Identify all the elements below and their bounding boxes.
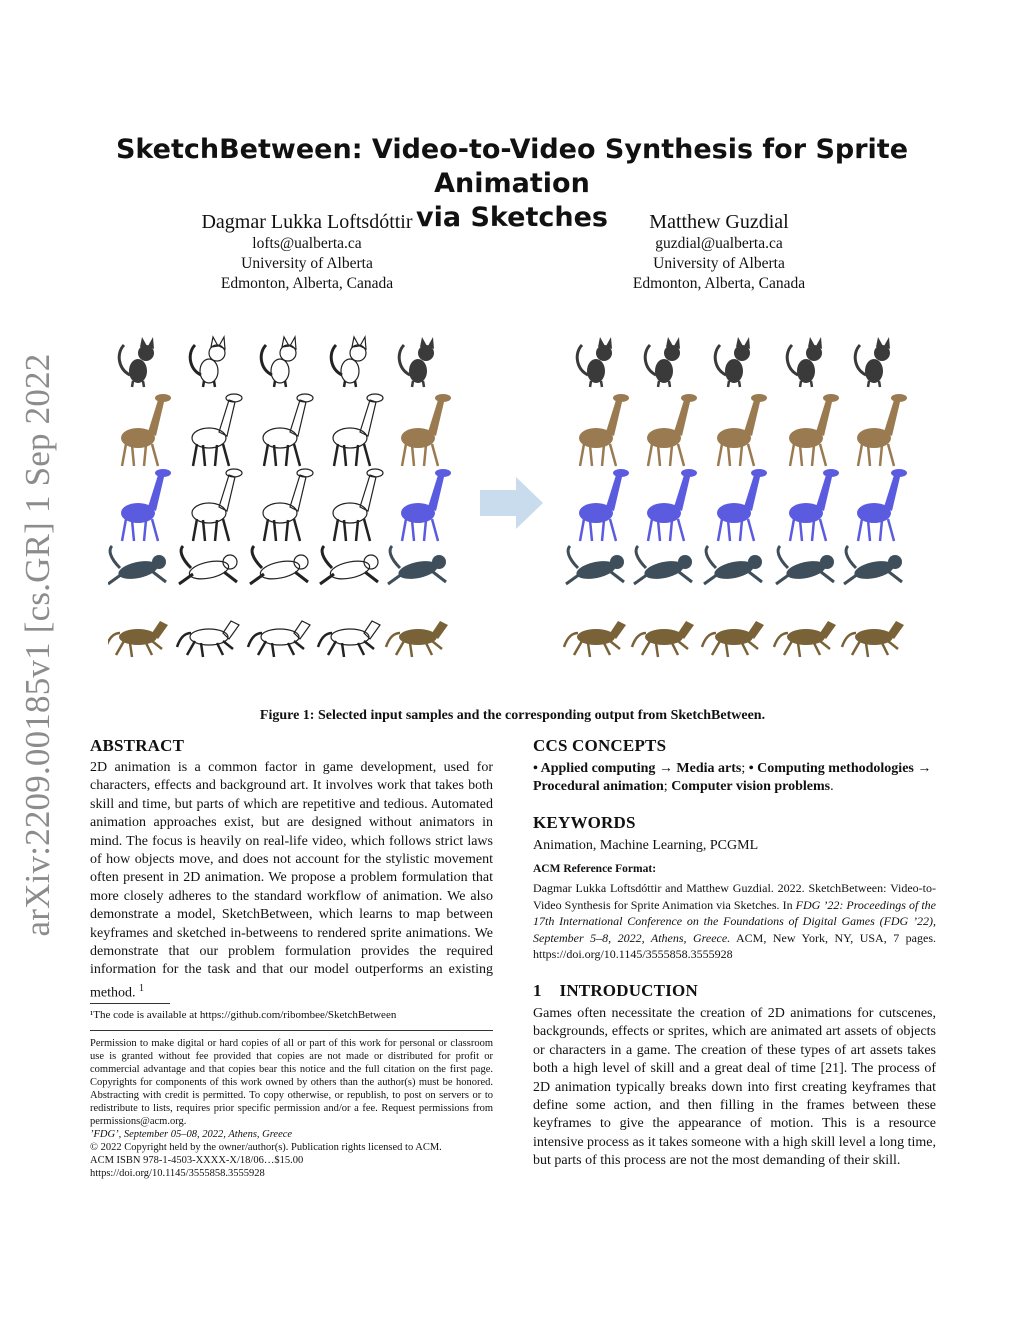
permissions-divider <box>90 1030 493 1031</box>
ccs-concept-vision: Computer vision problems <box>671 779 831 794</box>
leaping-cat-output-frame <box>776 546 834 584</box>
giraffe-keyframe <box>401 394 451 466</box>
author-email: guzdial@ualberta.ca <box>655 235 783 252</box>
leaping-cat-sketch-frame <box>320 546 378 584</box>
cat-sketch-frame <box>190 337 225 387</box>
author-name: Matthew Guzdial <box>649 211 789 233</box>
reference-venue: FDG ’22: Proceedings of the 17th International Conference on the Foundations of Digital Games (FDG ’22), September 5–8, 2022, Athens, Greece. <box>533 897 936 945</box>
isbn-line: ACM ISBN 978-1-4503-XXXX-X/18/06…$15.00 <box>90 1155 304 1166</box>
cat-output-frame <box>577 337 612 387</box>
author-block-1 <box>147 210 467 294</box>
horse-keyframe <box>108 621 168 657</box>
leaping-cat-output-frame <box>844 546 902 584</box>
figure-caption: Figure 1: Selected input samples and the corresponding output from SketchBetween. <box>259 708 766 723</box>
reference-publisher: ACM, New York, NY, USA, 7 pages. https://doi.org/10.1145/3555858.3555928 <box>533 930 936 962</box>
abstract-text: 2D animation is a common factor in game development, used for characters, effects and background art. It involves work that takes both skill and time, but parts of which are repetitive and tedious. Automated animation approaches exist, but are designed without animators in mind. The focus is heavily on real-life video, which follows strict laws of how objects move, and does not account for the stylistic movement often present in 2D animation. We propose a problem formulation that more closely adheres to the standard workflow of animation. We also demonstrate a model, SketchBetween, which learns to map between keyframes and sketched in-betweens to rendered sprite animations. We demonstrate that our problem formulation provides the required information for the task and that our model outperforms an existing method. <box>90 760 493 1001</box>
leaping-cat-output-frame <box>634 546 692 584</box>
abstract-body <box>90 759 493 1003</box>
reference-authors: Dagmar Lukka Loftsdóttir and Matthew Guzdial. 2022. SketchBetween: Video-to-Video Synthesis for Sprite Animation via Sketches. In <box>533 881 936 912</box>
leaping-cat-keyframe <box>388 546 446 584</box>
keywords-text: Animation, Machine Learning, PCGML <box>533 838 759 853</box>
ccs-concept-procedural: Procedural animation <box>533 779 664 794</box>
horse-output-frame <box>774 621 836 657</box>
permissions-text: Permission to make digital or hard copies of all or part of this work for personal or classroom use is granted without fee provided that copies are not made or distributed for profit or commercial advantage and that copies bear this notice and the full citation on the first page. Copyrights for components of this work owned by others than the author(s) must be honored. Abstracting with credit is permitted. To copy otherwise, or republish, to post on servers or to redistribute to lists, requires prior specific permission and/or a fee. Request permissions from permissions@acm.org. <box>90 1038 493 1127</box>
ccs-arrow: → <box>655 761 677 776</box>
leaping-cat-output-frame <box>704 546 762 584</box>
blue-giraffe-output-frame <box>717 469 767 541</box>
figure-1 <box>108 325 938 680</box>
footnote-divider <box>90 1003 170 1004</box>
author-location: Edmonton, Alberta, Canada <box>632 275 806 292</box>
horse-output-frame <box>632 621 694 657</box>
reference-format-body <box>533 880 936 963</box>
ccs-arrow: → <box>913 761 932 776</box>
cat-sketch-frame <box>331 337 366 387</box>
giraffe-sketch-frame <box>192 394 242 466</box>
ccs-heading: CCS CONCEPTS <box>533 736 667 755</box>
horse-sketch-frame <box>248 621 310 657</box>
ccs-category-2: • Computing methodologies <box>748 761 914 776</box>
ccs-category-1: • Applied computing <box>533 761 656 776</box>
ccs-separator: ; <box>741 761 749 776</box>
permissions-block <box>90 1037 493 1180</box>
author-institution: University of Alberta <box>653 255 785 272</box>
giraffe-output-frame <box>857 394 907 466</box>
leaping-cat-sketch-frame <box>250 546 308 584</box>
giraffe-output-frame <box>579 394 629 466</box>
blue-giraffe-sketch-frame <box>263 469 313 541</box>
horse-sketch-frame <box>177 621 239 657</box>
footnote: ¹The code is available at https://github.com/ribombee/SketchBetween <box>90 1009 397 1021</box>
conference-venue: ’FDG’, September 05–08, 2022, Athens, Greece <box>90 1129 293 1140</box>
abstract-heading: ABSTRACT <box>90 736 185 755</box>
horse-sketch-frame <box>318 621 380 657</box>
blue-giraffe-sketch-frame <box>192 469 242 541</box>
title-line-1: SketchBetween: Video-to-Video Synthesis for Sprite Animation <box>115 134 909 199</box>
giraffe-sketch-frame <box>333 394 383 466</box>
giraffe-output-frame <box>789 394 839 466</box>
author-block-2 <box>559 210 879 294</box>
cat-keyframe <box>119 337 154 387</box>
cat-output-frame <box>855 337 890 387</box>
cat-output-frame <box>787 337 822 387</box>
giraffe-sketch-frame <box>263 394 313 466</box>
leaping-cat-keyframe <box>108 546 166 584</box>
leaping-cat-output-frame <box>566 546 624 584</box>
horse-output-frame <box>564 621 626 657</box>
blue-giraffe-keyframe <box>401 469 451 541</box>
title-line-2: via Sketches <box>416 202 608 233</box>
ccs-separator: ; <box>663 779 672 794</box>
introduction-heading: 1 INTRODUCTION <box>533 981 698 1000</box>
ccs-concept-media-arts: Media arts <box>676 761 742 776</box>
transform-arrow-icon <box>480 477 543 529</box>
arxiv-stamp-text: arXiv:2209.00185v1 [cs.GR] 1 Sep 2022 <box>18 353 57 937</box>
blue-giraffe-output-frame <box>579 469 629 541</box>
leaping-cat-sketch-frame <box>179 546 237 584</box>
blue-giraffe-output-frame <box>789 469 839 541</box>
copyright-line: © 2022 Copyright held by the owner/author(s). Publication rights licensed to ACM. <box>90 1142 442 1153</box>
ccs-body <box>533 760 936 796</box>
giraffe-output-frame <box>647 394 697 466</box>
arxiv-stamp <box>12 353 64 937</box>
cat-keyframe <box>399 337 434 387</box>
doi-link[interactable]: https://doi.org/10.1145/3555858.3555928 <box>90 1168 265 1179</box>
blue-giraffe-output-frame <box>647 469 697 541</box>
reference-format-heading: ACM Reference Format: <box>533 863 657 875</box>
cat-sketch-frame <box>261 337 296 387</box>
author-email: lofts@ualberta.ca <box>252 235 362 252</box>
horse-output-frame <box>702 621 764 657</box>
author-institution: University of Alberta <box>241 255 373 272</box>
introduction-body: Games often necessitate the creation of 2D animations for cutscenes, backgrounds, effects or sprites, which are animated art assets of objects or characters in a game. The creation of these types of art assets takes both a high level of skill and a great deal of time [21]. The process of 2D animation typically breaks down into first creating keyframes that define some action, and then filling in the frames between these keyframes to give the appearance of motion. This is a resource intensive process as it takes someone with a high skill level a long time, but parts of this process are not the most demanding of their skill. <box>533 1006 936 1169</box>
cat-output-frame <box>715 337 750 387</box>
giraffe-keyframe <box>121 394 171 466</box>
author-location: Edmonton, Alberta, Canada <box>220 275 394 292</box>
blue-giraffe-sketch-frame <box>333 469 383 541</box>
horse-keyframe <box>386 621 448 657</box>
blue-giraffe-output-frame <box>857 469 907 541</box>
cat-output-frame <box>645 337 680 387</box>
blue-giraffe-keyframe <box>121 469 171 541</box>
horse-output-frame <box>842 621 904 657</box>
footnote-marker: 1 <box>139 982 144 994</box>
author-name: Dagmar Lukka Loftsdóttir <box>201 211 413 233</box>
keywords-heading: KEYWORDS <box>533 813 636 832</box>
giraffe-output-frame <box>717 394 767 466</box>
ccs-end: . <box>830 779 834 794</box>
